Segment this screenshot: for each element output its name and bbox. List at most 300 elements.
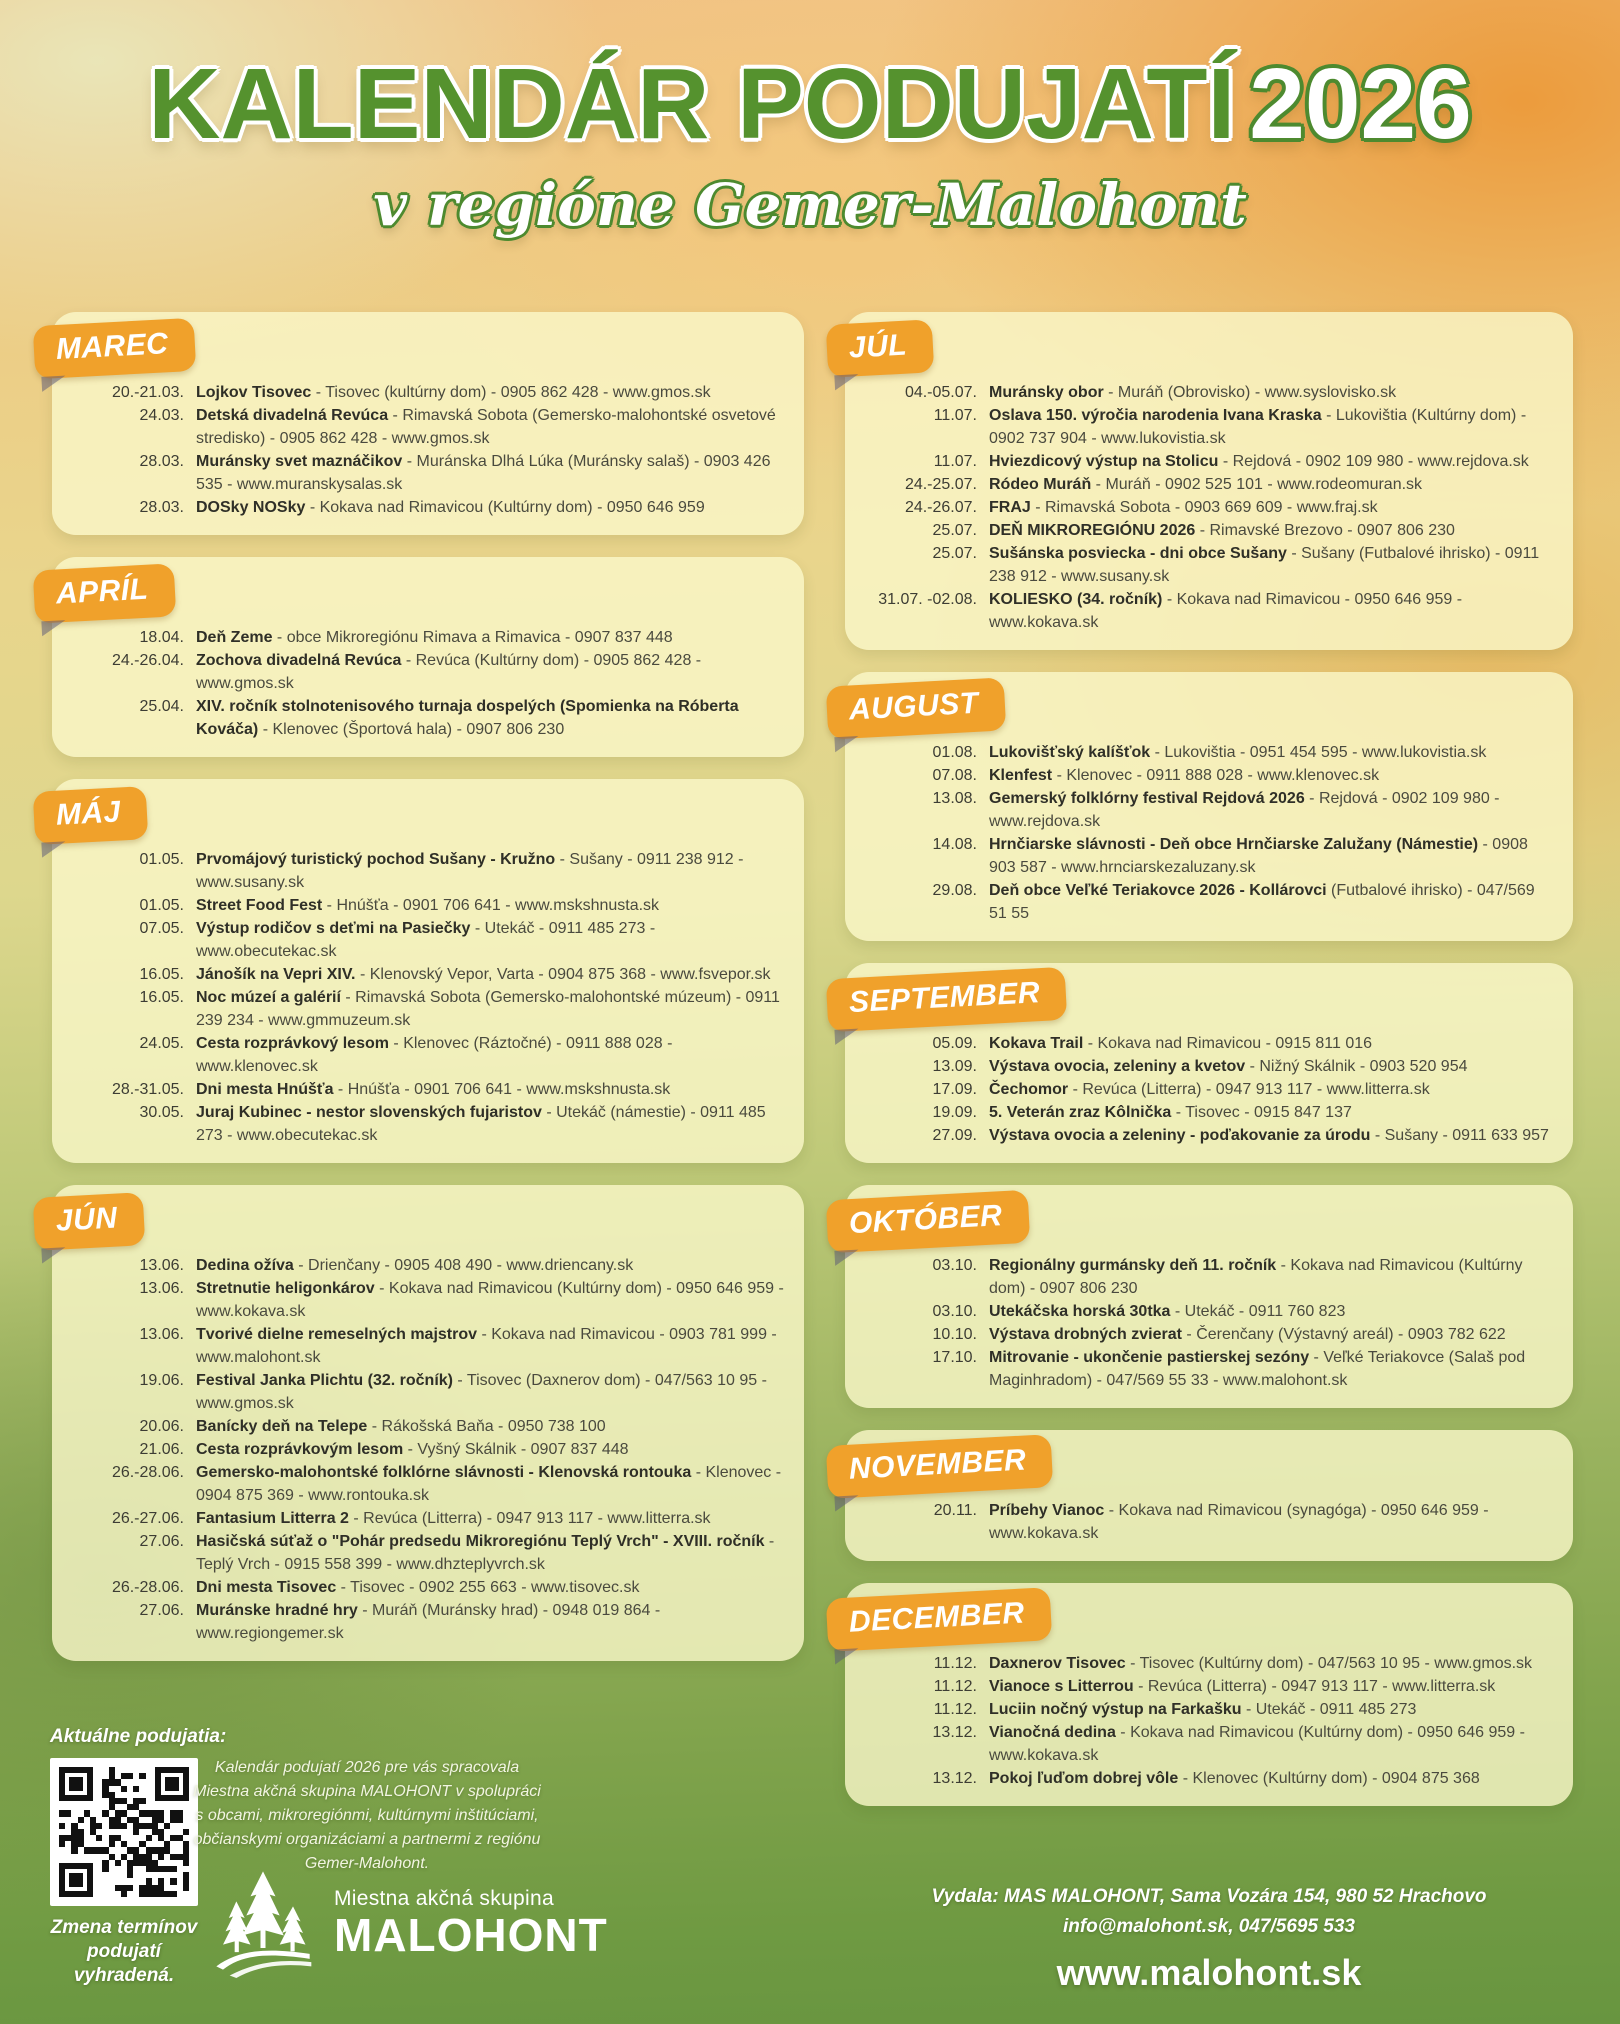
event-details: - Kokava nad Rimavicou (Kultúrny dom) - 0950 646 959 - www.kokava.sk [989, 1724, 1525, 1764]
event-details: - Utekáč (námestie) - 0911 485 273 - www.obecutekac.sk [196, 1104, 766, 1144]
event-details: - Klenovský Vepor, Varta - 0904 875 368 - www.fsvepor.sk [355, 966, 771, 983]
event-date: 16.05. [139, 989, 184, 1006]
event-title: Detská divadelná Revúca [196, 407, 389, 424]
event-text [196, 894, 786, 917]
event-text [196, 626, 786, 649]
event-text [989, 833, 1555, 879]
month-panel [52, 779, 804, 1163]
event-row [873, 741, 1555, 764]
event-row [873, 879, 1555, 925]
event-row [80, 1254, 786, 1277]
event-details: - Kokava nad Rimavicou (Kultúrny dom) - 0950 646 959 [305, 499, 705, 516]
event-text [196, 1369, 786, 1415]
event-text [196, 1530, 786, 1576]
event-row [80, 1438, 786, 1461]
event-date: 27.06. [139, 1602, 184, 1619]
column-left [52, 312, 804, 1683]
event-details: - Tisovec - 0915 847 137 [1171, 1104, 1352, 1121]
event-text [989, 1101, 1555, 1124]
event-text [196, 1415, 786, 1438]
event-row [80, 626, 786, 649]
event-text [989, 519, 1555, 542]
event-date: 25.04. [139, 698, 184, 715]
event-title: Utekáčska horská 30tka [989, 1303, 1171, 1320]
event-text [196, 496, 786, 519]
event-row [80, 917, 786, 963]
event-date: 26.-28.06. [111, 1579, 184, 1596]
event-details: - Hnúšťa - 0901 706 641 - www.mskshnusta.sk [333, 1081, 671, 1098]
event-row [80, 649, 786, 695]
event-row [873, 542, 1555, 588]
event-text [989, 764, 1555, 787]
event-title: Výstup rodičov s deťmi na Pasiečky [196, 920, 471, 937]
event-details: - Rimavská Sobota (Gemersko-malohontské múzeum) - 0911 239 234 - www.gmmuzeum.sk [196, 989, 780, 1029]
event-list [80, 381, 786, 519]
logo-line1: Miestna akčná skupina [334, 1886, 554, 1910]
event-details: - Klenovec (Ráztočné) - 0911 888 028 - www.klenovec.sk [196, 1035, 673, 1075]
title-main: KALENDÁR PODUJATÍ [148, 48, 1236, 160]
qr-label: Aktuálne podujatia: [50, 1726, 227, 1747]
event-details: - Klenovec (Športová hala) - 0907 806 230 [258, 721, 565, 738]
event-title: Výstava ovocia a zeleniny - poďakovanie za úrodu [989, 1127, 1371, 1144]
qr-caption: Zmena termínov podujatí vyhradená. [50, 1917, 198, 1986]
event-title: Pokoj ľuďom dobrej vôle [989, 1770, 1179, 1787]
event-date: 24.-25.07. [904, 476, 977, 493]
event-title: Sušánska posviecka - dni obce Sušany [989, 545, 1287, 562]
event-text [196, 649, 786, 695]
event-title: Juraj Kubinec - nestor slovenských fujaristov [196, 1104, 542, 1121]
event-details: - Sušany - 0911 238 912 - www.susany.sk [196, 851, 744, 891]
event-date: 05.09. [932, 1035, 977, 1052]
event-row [80, 986, 786, 1032]
event-date: 13.06. [139, 1257, 184, 1274]
malohont-logo [208, 1868, 608, 1978]
event-details: - Tisovec - 0902 255 663 - www.tisovec.sk [336, 1579, 640, 1596]
month-name: MÁJ [55, 795, 122, 832]
event-details: (Futbalové ihrisko) - 047/569 51 55 [989, 882, 1535, 922]
event-row [873, 1499, 1555, 1545]
event-row [80, 1599, 786, 1645]
event-text [989, 473, 1555, 496]
event-list [873, 1499, 1555, 1545]
event-date: 11.12. [933, 1655, 977, 1672]
event-text [989, 1323, 1555, 1346]
event-text [989, 450, 1555, 473]
event-date: 24.03. [139, 407, 184, 424]
event-title: Vianočná dedina [989, 1724, 1116, 1741]
event-title: Cesta rozprávkovým lesom [196, 1441, 404, 1458]
month-badge [826, 967, 1068, 1032]
title-year: 2026 [1249, 48, 1472, 160]
event-text [196, 381, 786, 404]
event-text [989, 1032, 1555, 1055]
event-details: - Veľké Teriakovce (Salaš pod Maginhradom) - 047/569 55 33 - www.malohont.sk [989, 1349, 1526, 1389]
month-badge [826, 1434, 1054, 1499]
month-name: JÚL [848, 328, 908, 365]
event-text [989, 1078, 1555, 1101]
event-date: 25.07. [932, 522, 977, 539]
event-title: Muránske hradné hry [196, 1602, 358, 1619]
event-row [80, 450, 786, 496]
event-title: Lukovišťský kalíšťok [989, 744, 1151, 761]
month-name: OKTÓBER [848, 1199, 1004, 1241]
event-row [80, 848, 786, 894]
event-title: DOSky NOSky [196, 499, 306, 516]
event-text [989, 1254, 1555, 1300]
event-date: 01.05. [139, 851, 184, 868]
event-title: Regionálny gurmánsky deň 11. ročník [989, 1257, 1277, 1274]
event-title: Cesta rozprávkový lesom [196, 1035, 389, 1052]
event-details: - Muráň (Obrovisko) - www.syslovisko.sk [1103, 384, 1397, 401]
event-date: 19.09. [932, 1104, 977, 1121]
month-badge [33, 563, 176, 623]
event-text [196, 695, 786, 741]
event-text [989, 404, 1555, 450]
credit-text: Kalendár podujatí 2026 pre vás spracovala Miestna akčná skupina MALOHONT v spolupráci s obcami, mikroregiónmi, kultúrnymi inštitúciami, občianskymi organizáciami a partnermi z regiónu Gemer-Malohont. [193, 1759, 541, 1872]
event-row [80, 404, 786, 450]
event-details: - Revúca (Litterra) - 0947 913 117 - www.litterra.sk [1068, 1081, 1430, 1098]
event-row [873, 381, 1555, 404]
event-text [196, 404, 786, 450]
event-date: 13.06. [139, 1326, 184, 1343]
event-title: Dni mesta Hnúšťa [196, 1081, 334, 1098]
event-text [989, 588, 1555, 634]
event-title: Muránsky obor [989, 384, 1104, 401]
event-details: - Rimavské Brezovo - 0907 806 230 [1195, 522, 1455, 539]
event-row [80, 1461, 786, 1507]
event-row [873, 1675, 1555, 1698]
event-title: Hrnčiarske slávnosti - Deň obce Hrnčiarske Zalužany (Námestie) [989, 836, 1479, 853]
event-title: Daxnerov Tisovec [989, 1655, 1126, 1672]
event-title: Jánošík na Vepri XIV. [196, 966, 356, 983]
event-date: 26.-27.06. [111, 1510, 184, 1527]
event-title: Oslava 150. výročia narodenia Ivana Kraska [989, 407, 1322, 424]
event-title: Noc múzeí a galérií [196, 989, 341, 1006]
event-row [80, 1415, 786, 1438]
event-title: Hviezdicový výstup na Stolicu [989, 453, 1219, 470]
event-details: - Sušany - 0911 633 957 [1370, 1127, 1549, 1144]
event-details: - Tisovec (Kultúrny dom) - 047/563 10 95 - www.gmos.sk [1125, 1655, 1533, 1672]
event-row [873, 833, 1555, 879]
event-text [989, 1346, 1555, 1392]
event-details: - Kokava nad Rimavicou - 0915 811 016 [1083, 1035, 1373, 1052]
month-panel [845, 672, 1573, 941]
event-title: Čechomor [989, 1081, 1069, 1098]
month-name: SEPTEMBER [848, 976, 1041, 1020]
event-date: 13.06. [139, 1280, 184, 1297]
event-details: - Muráň (Muránsky hrad) - 0948 019 864 - www.regiongemer.sk [196, 1602, 661, 1642]
event-title: Gemersko-malohontské folklórne slávnosti - Klenovská rontouka [196, 1464, 692, 1481]
event-details: - Muráň - 0902 525 101 - www.rodeomuran.sk [1091, 476, 1423, 493]
event-row [873, 588, 1555, 634]
event-text [989, 542, 1555, 588]
month-badge [33, 318, 196, 379]
event-title: Hasičská súťaž o "Pohár predsedu Mikroregiónu Teplý Vrch" - XVIII. ročník [196, 1533, 765, 1550]
event-details: - Drienčany - 0905 408 490 - www.driencany.sk [293, 1257, 634, 1274]
event-details: - Klenovec - 0904 875 369 - www.rontouka.sk [196, 1464, 782, 1504]
event-title: Kokava Trail [989, 1035, 1084, 1052]
event-date: 20.11. [933, 1502, 977, 1519]
month-badge [826, 677, 1006, 739]
event-details: - Kokava nad Rimavicou - 0950 646 959 - www.kokava.sk [989, 591, 1463, 631]
event-row [873, 1032, 1555, 1055]
month-panel [845, 1583, 1573, 1806]
event-list [873, 381, 1555, 634]
event-title: Tvorivé dielne remeselných majstrov [196, 1326, 478, 1343]
event-details: - Tisovec (Daxnerov dom) - 047/563 10 95 - www.gmos.sk [196, 1372, 767, 1412]
month-badge [33, 786, 148, 845]
event-details: - Vyšný Skálnik - 0907 837 448 [403, 1441, 629, 1458]
month-name: DECEMBER [848, 1596, 1026, 1639]
event-date: 03.10. [932, 1257, 977, 1274]
event-date: 20.06. [139, 1418, 184, 1435]
event-row [80, 963, 786, 986]
event-row [873, 1346, 1555, 1392]
event-text [196, 848, 786, 894]
month-badge [33, 1192, 145, 1251]
qr-finder-icon [59, 1767, 93, 1801]
event-date: 21.06. [139, 1441, 184, 1458]
event-title: Dni mesta Tisovec [196, 1579, 337, 1596]
event-date: 25.07. [932, 545, 977, 562]
event-text [196, 1438, 786, 1461]
event-title: Festival Janka Plichtu (32. ročník) [196, 1372, 453, 1389]
poster-header [0, 48, 1620, 239]
event-text [989, 1499, 1555, 1545]
qr-finder-icon [155, 1767, 189, 1801]
event-row [873, 473, 1555, 496]
month-name: NOVEMBER [848, 1443, 1027, 1486]
event-details: - Rejdová - 0902 109 980 - www.rejdova.sk [989, 790, 1500, 830]
event-details: - Kokava nad Rimavicou - 0903 781 999 - www.malohont.sk [196, 1326, 777, 1366]
event-text [989, 496, 1555, 519]
month-panel [845, 1185, 1573, 1408]
event-title: Ródeo Muráň [989, 476, 1092, 493]
event-text [989, 787, 1555, 833]
event-title: Luciin nočný výstup na Farkašku [989, 1701, 1242, 1718]
event-row [873, 1698, 1555, 1721]
event-title: Výstava drobných zvierat [989, 1326, 1182, 1343]
event-row [80, 894, 786, 917]
event-date: 11.07. [933, 453, 977, 470]
event-row [873, 1078, 1555, 1101]
website-url: www.malohont.sk [1056, 1952, 1362, 1993]
event-title: Banícky deň na Telepe [196, 1418, 368, 1435]
event-details: - Tisovec (kultúrny dom) - 0905 862 428 - www.gmos.sk [311, 384, 711, 401]
event-text [989, 1767, 1555, 1790]
event-title: Fantasium Litterra 2 [196, 1510, 349, 1527]
month-badge [826, 319, 935, 377]
month-panel [845, 1430, 1573, 1561]
event-list [873, 1254, 1555, 1392]
event-row [873, 1124, 1555, 1147]
event-date: 31.07. -02.08. [878, 591, 977, 608]
event-row [873, 764, 1555, 787]
event-date: 03.10. [932, 1303, 977, 1320]
event-text [196, 1507, 786, 1530]
event-title: Vianoce s Litterrou [989, 1678, 1134, 1695]
event-row [80, 1576, 786, 1599]
event-details: - Rákošská Baňa - 0950 738 100 [367, 1418, 606, 1435]
event-details: - Utekáč - 0911 485 273 [1241, 1701, 1417, 1718]
event-title: Príbehy Vianoc [989, 1502, 1105, 1519]
month-name: MAREC [55, 327, 170, 367]
event-details: - Revúca (Litterra) - 0947 913 117 - www.litterra.sk [348, 1510, 711, 1527]
month-panel [52, 1185, 804, 1661]
month-panel [845, 312, 1573, 650]
event-title: Výstava ovocia, zeleniny a kvetov [989, 1058, 1246, 1075]
event-details: - Lukovištia (Kultúrny dom) - 0902 737 904 - www.lukovistia.sk [989, 407, 1527, 447]
event-title: Mitrovanie - ukončenie pastierskej sezóny [989, 1349, 1310, 1366]
event-text [196, 1576, 786, 1599]
event-text [196, 1277, 786, 1323]
event-text [989, 1652, 1555, 1675]
month-badge [826, 1190, 1030, 1253]
event-text [196, 450, 786, 496]
event-text [989, 1675, 1555, 1698]
event-row [873, 787, 1555, 833]
event-date: 04.-05.07. [904, 384, 977, 401]
event-date: 13.12. [932, 1770, 977, 1787]
event-row [80, 695, 786, 741]
event-date: 13.12. [932, 1724, 977, 1741]
event-date: 13.09. [932, 1058, 977, 1075]
event-text [196, 1599, 786, 1645]
event-row [873, 519, 1555, 542]
event-date: 11.12. [933, 1701, 977, 1718]
event-row [873, 450, 1555, 473]
event-text [196, 963, 786, 986]
event-text [196, 1101, 786, 1147]
event-details: - Rejdová - 0902 109 980 - www.rejdova.sk [1218, 453, 1529, 470]
event-date: 11.12. [933, 1678, 977, 1695]
qr-finder-icon [59, 1863, 93, 1897]
event-details: - Klenovec (Kultúrny dom) - 0904 875 368 [1178, 1770, 1480, 1787]
event-details: - Nižný Skálnik - 0903 520 954 [1245, 1058, 1468, 1075]
event-text [989, 1055, 1555, 1078]
event-date: 28.-31.05. [111, 1081, 184, 1098]
event-row [80, 1101, 786, 1147]
event-row [873, 1652, 1555, 1675]
event-text [196, 1078, 786, 1101]
event-details: - Kokava nad Rimavicou (synagóga) - 0950 646 959 - www.kokava.sk [989, 1502, 1489, 1542]
event-date: 29.08. [932, 882, 977, 899]
event-date: 11.07. [933, 407, 977, 424]
event-row [80, 1277, 786, 1323]
event-list [80, 626, 786, 741]
event-details: - Sušany (Futbalové ihrisko) - 0911 238 912 - www.susany.sk [989, 545, 1540, 585]
event-details: - Muránska Dlhá Lúka (Muránsky salaš) - 0903 426 535 - www.muranskysalas.sk [196, 453, 771, 493]
event-date: 17.09. [932, 1081, 977, 1098]
event-title: Muránsky svet maznáčikov [196, 453, 403, 470]
page-title [0, 48, 1620, 160]
event-details: - Revúca (Litterra) - 0947 913 117 - www.litterra.sk [1133, 1678, 1496, 1695]
event-date: 30.05. [139, 1104, 184, 1121]
event-row [80, 1323, 786, 1369]
event-text [196, 1254, 786, 1277]
event-date: 13.08. [932, 790, 977, 807]
event-title: Stretnutie heligonkárov [196, 1280, 375, 1297]
month-name: APRÍL [55, 572, 150, 611]
event-row [873, 404, 1555, 450]
event-date: 01.08. [932, 744, 977, 761]
event-details: - obce Mikroregiónu Rimava a Rimavica - 0907 837 448 [272, 629, 673, 646]
month-badge [826, 1587, 1052, 1652]
event-details: - Kokava nad Rimavicou (Kultúrny dom) - 0950 646 959 - www.kokava.sk [196, 1280, 784, 1320]
event-row [873, 1101, 1555, 1124]
event-list [873, 1652, 1555, 1790]
event-details: - Rimavská Sobota - 0903 669 609 - www.fraj.sk [1030, 499, 1378, 516]
event-text [196, 986, 786, 1032]
event-text [989, 741, 1555, 764]
event-date: 27.09. [932, 1127, 977, 1144]
event-text [989, 879, 1555, 925]
event-row [873, 1254, 1555, 1300]
title-subtitle: v regióne Gemer-Malohont [373, 171, 1247, 239]
event-list [873, 1032, 1555, 1147]
event-date: 07.08. [932, 767, 977, 784]
event-text [989, 1300, 1555, 1323]
event-details: - Kokava nad Rimavicou (Kultúrny dom) - 0907 806 230 [989, 1257, 1523, 1297]
event-title: Dedina ožíva [196, 1257, 294, 1274]
event-details: - Hnúšťa - 0901 706 641 - www.mskshnusta.sk [322, 897, 660, 914]
publisher-block [845, 1882, 1573, 1994]
trees-icon [208, 1868, 318, 1978]
event-date: 19.06. [139, 1372, 184, 1389]
publisher-address: Vydala: MAS MALOHONT, Sama Vozára 154, 980 52 Hrachovo [931, 1886, 1487, 1907]
event-details: - Klenovec - 0911 888 028 - www.klenovec.sk [1052, 767, 1380, 784]
event-text [989, 381, 1555, 404]
event-row [873, 1323, 1555, 1346]
event-details: - 0908 903 587 - www.hrnciarskezaluzany.sk [989, 836, 1528, 876]
event-date: 01.05. [139, 897, 184, 914]
event-title: DEŇ MIKROREGIÓNU 2026 [989, 522, 1196, 539]
event-title: Klenfest [989, 767, 1053, 784]
logo-line2: MALOHONT [334, 1908, 608, 1961]
event-text [989, 1124, 1555, 1147]
event-date: 26.-28.06. [111, 1464, 184, 1481]
event-row [80, 1369, 786, 1415]
event-row [80, 1530, 786, 1576]
month-panel [52, 312, 804, 535]
event-title: XIV. ročník stolnotenisového turnaja dospelých (Spomienka na Róberta Kováča) [196, 698, 739, 738]
event-date: 24.05. [139, 1035, 184, 1052]
qr-code [50, 1758, 198, 1906]
month-panel [845, 963, 1573, 1163]
event-row [873, 1055, 1555, 1078]
event-date: 28.03. [139, 453, 184, 470]
month-name: JÚN [55, 1201, 119, 1238]
event-title: Street Food Fest [196, 897, 323, 914]
event-date: 07.05. [139, 920, 184, 937]
event-date: 24.-26.07. [904, 499, 977, 516]
event-date: 17.10. [932, 1349, 977, 1366]
event-text [196, 1323, 786, 1369]
event-row [873, 1767, 1555, 1790]
event-list [873, 741, 1555, 925]
event-row [873, 1721, 1555, 1767]
logo-text [334, 1887, 608, 1959]
event-date: 18.04. [139, 629, 184, 646]
column-right [845, 312, 1573, 1828]
event-details: - Revúca (Kultúrny dom) - 0905 862 428 - www.gmos.sk [196, 652, 702, 692]
event-date: 24.-26.04. [111, 652, 184, 669]
event-text [989, 1721, 1555, 1767]
publisher-contact: info@malohont.sk, 047/5695 533 [1062, 1916, 1356, 1937]
event-details: - Rimavská Sobota (Gemersko-malohontské osvetové stredisko) - 0905 862 428 - www.gmos.sk [196, 407, 776, 447]
event-title: Deň obce Veľké Teriakovce 2026 - Kollárovci [989, 882, 1327, 899]
event-date: 28.03. [139, 499, 184, 516]
